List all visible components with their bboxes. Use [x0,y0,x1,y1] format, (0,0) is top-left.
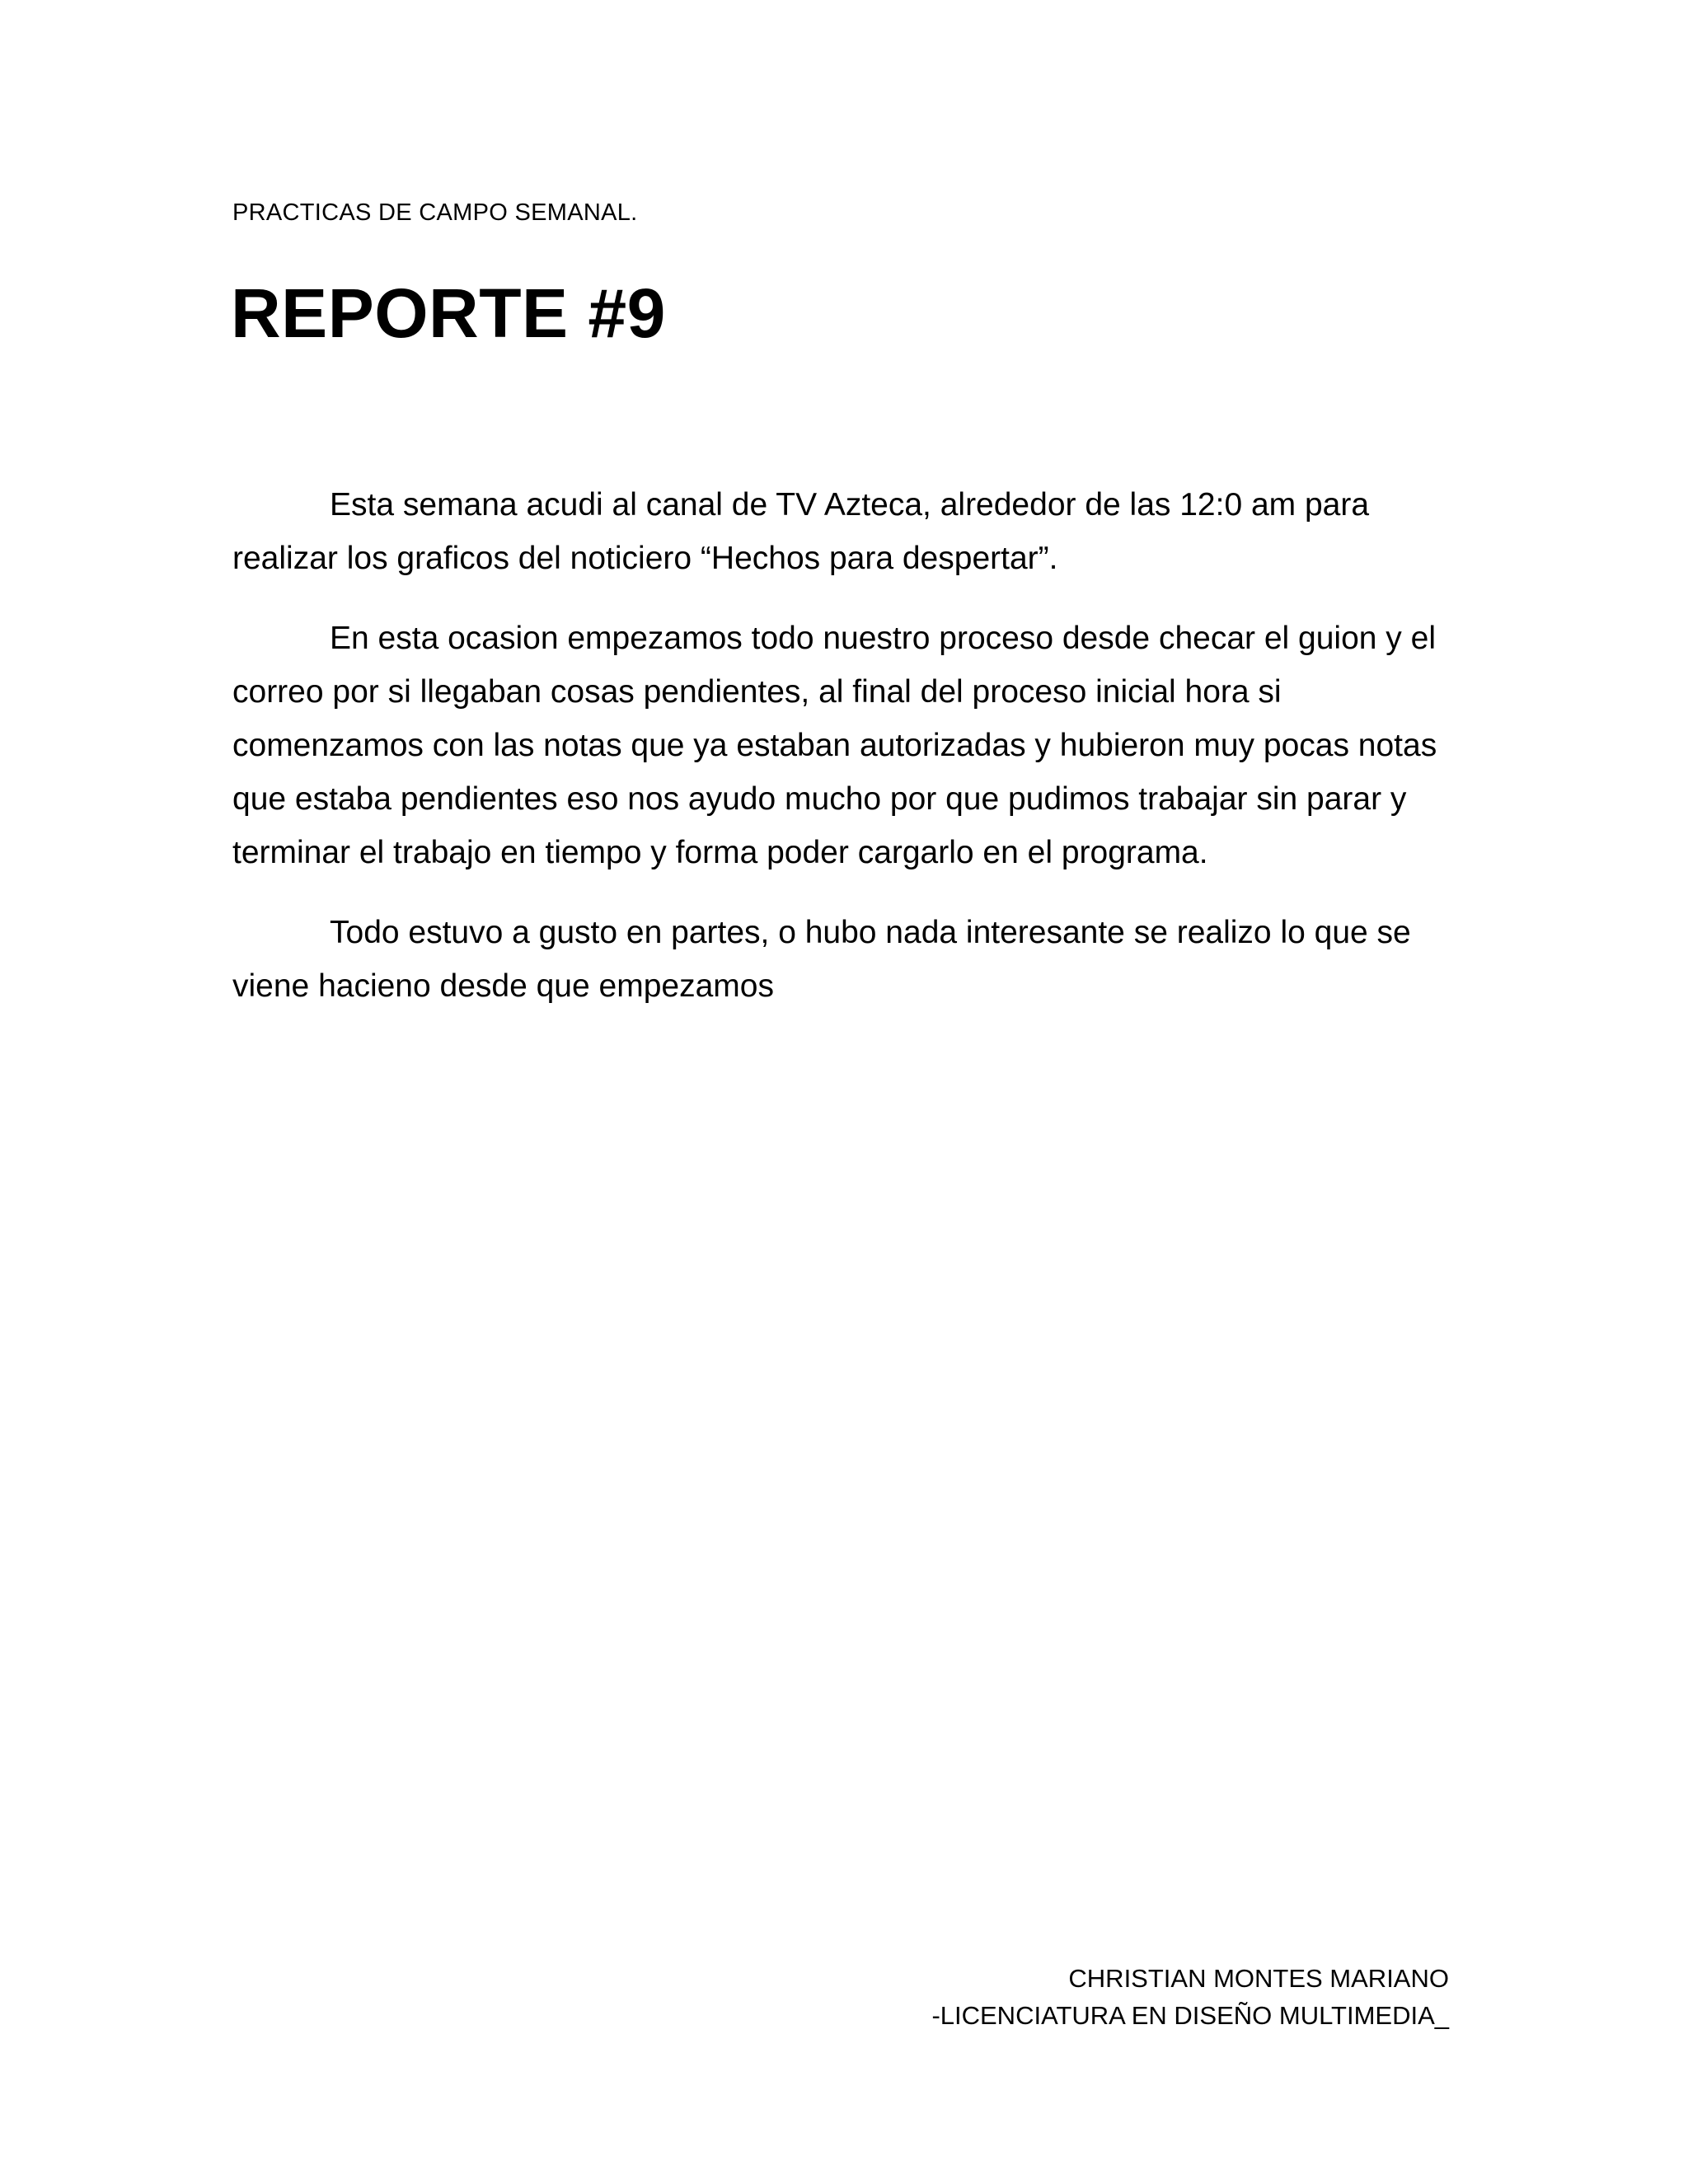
body-paragraph-3: Todo estuvo a gusto en partes, o hubo nada interesante se realizo lo que se viene hacieno desde que empezamos [232,915,1411,1004]
document-body [232,478,1452,1039]
document-kicker: PRACTICAS DE CAMPO SEMANAL. [232,199,638,226]
body-paragraph-1: Esta semana acudi al canal de TV Azteca, alrededor de las 12:0 am para realizar los graficos del noticiero “Hechos para despertar”. [232,487,1370,576]
document-title: REPORTE #9 [231,274,666,352]
author-program: -LICENCIATURA EN DISEÑO MULTIMEDIA_ [931,2001,1449,2030]
author-name: CHRISTIAN MONTES MARIANO [1068,1964,1449,1993]
signature-block [931,1960,1449,2034]
body-paragraph-2: En esta ocasion empezamos todo nuestro proceso desde checar el guion y el correo por si llegaban cosas pendientes, al final del proceso inicial hora si comenzamos con las notas que ya estaban autorizadas y hubieron muy pocas notas que estaba pendientes eso nos ayudo mucho por que pudimos trabajar sin parar y terminar el trabajo en tiempo y forma poder cargarlo en el programa. [232,621,1437,870]
